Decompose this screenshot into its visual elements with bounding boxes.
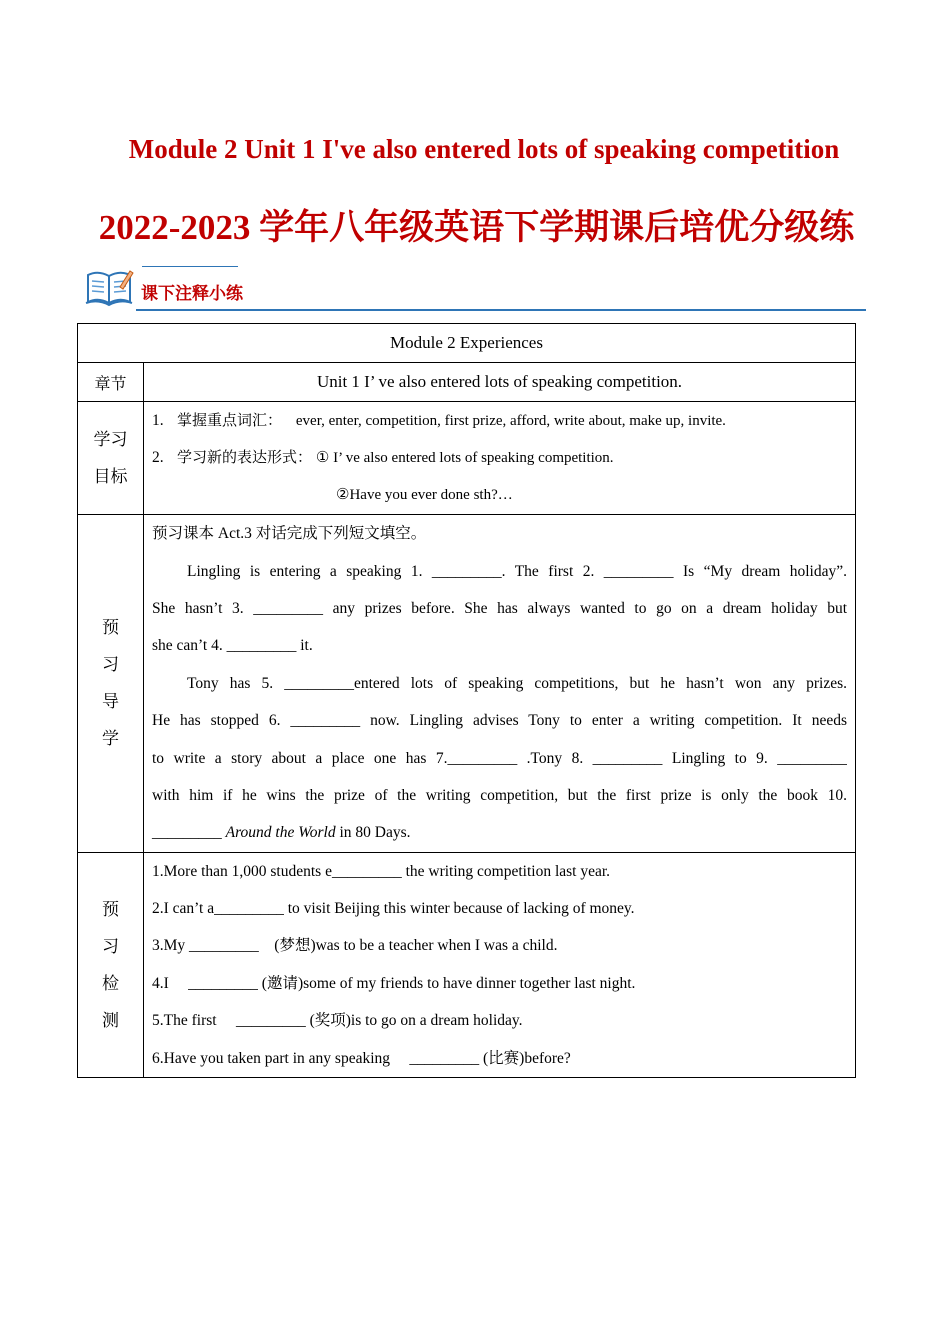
module-title: Module 2 Experiences	[78, 324, 856, 363]
module-title-row	[78, 324, 856, 363]
chapter-label: 章节	[78, 363, 144, 402]
document-title-english: Module 2 Unit 1 I've also entered lots of speaking competition	[128, 134, 840, 164]
preview-line-7: with him if he wins the prize of the writing competition, but the first prize is only the book 10.	[152, 786, 847, 804]
section-header-top-line	[142, 266, 238, 267]
check-item-4: 4.I _________ (邀请)some of my friends to have dinner together last night.	[152, 974, 636, 992]
check-content	[144, 852, 856, 1077]
preview-line-8: _________ Around the World in 80 Days.	[152, 824, 411, 842]
check-item-6: 6.Have you taken part in any speaking _________ (比赛)before?	[152, 1049, 571, 1067]
check-item-5: 5.The first _________ (奖项)is to go on a dream holiday.	[152, 1012, 523, 1030]
objective-item-2: 2. 学习新的表达形式： ① I’ ve also entered lots of speaking competition.	[152, 449, 614, 467]
preview-label: 预 习 导 学	[78, 515, 144, 853]
book-icon	[84, 267, 134, 307]
check-item-1: 1.More than 1,000 students e_________ the writing competition last year.	[152, 862, 611, 880]
preview-intro: 预习课本 Act.3 对话完成下列短文填空。	[152, 525, 427, 543]
preview-row	[78, 515, 856, 853]
objectives-row	[78, 402, 856, 515]
book-title: Around the World	[225, 824, 336, 842]
chapter-value: Unit 1 I’ ve also entered lots of speaking competition.	[144, 363, 856, 402]
objectives-content	[144, 402, 856, 515]
study-table	[77, 323, 856, 1078]
check-item-2: 2.I can’t a_________ to visit Beijing this winter because of lacking of money.	[152, 900, 635, 918]
objective-item-2b: ②Have you ever done sth?…	[336, 486, 513, 503]
preview-line-2: She hasn’t 3. _________ any prizes before. She has always wanted to go on a dream holiday but	[152, 599, 847, 617]
section-label: 课下注释小练	[141, 284, 243, 304]
section-header-underline	[136, 309, 866, 311]
preview-line-5: He has stopped 6. _________ now. Lingling advises Tony to enter a writing competition. It needs	[152, 712, 847, 730]
check-item-3: 3.My _________ (梦想)was to be a teacher when I was a child.	[152, 937, 558, 955]
preview-content	[144, 515, 856, 853]
check-row	[78, 852, 856, 1077]
chapter-row	[78, 363, 856, 402]
preview-line-3: she can’t 4. _________ it.	[152, 637, 313, 655]
document-title-chinese: 2022-2023 学年八年级英语下学期课后培优分级练	[98, 208, 855, 247]
section-header	[84, 262, 866, 312]
check-label: 预 习 检 测	[78, 852, 144, 1077]
objective-item-1: 1. 掌握重点词汇： ever, enter, competition, first prize, afford, write about, make up, invite.	[152, 412, 726, 429]
preview-line-1: Lingling is entering a speaking 1. _________. The first 2. _________ Is “My dream holiday”.	[187, 562, 847, 580]
objectives-label: 学习 目标	[78, 402, 144, 515]
preview-line-6: to write a story about a place one has 7._________ .Tony 8. _________ Lingling to 9. _________	[152, 749, 847, 767]
preview-line-4: Tony has 5. _________entered lots of speaking competitions, but he hasn’t won any prizes.	[187, 674, 847, 692]
